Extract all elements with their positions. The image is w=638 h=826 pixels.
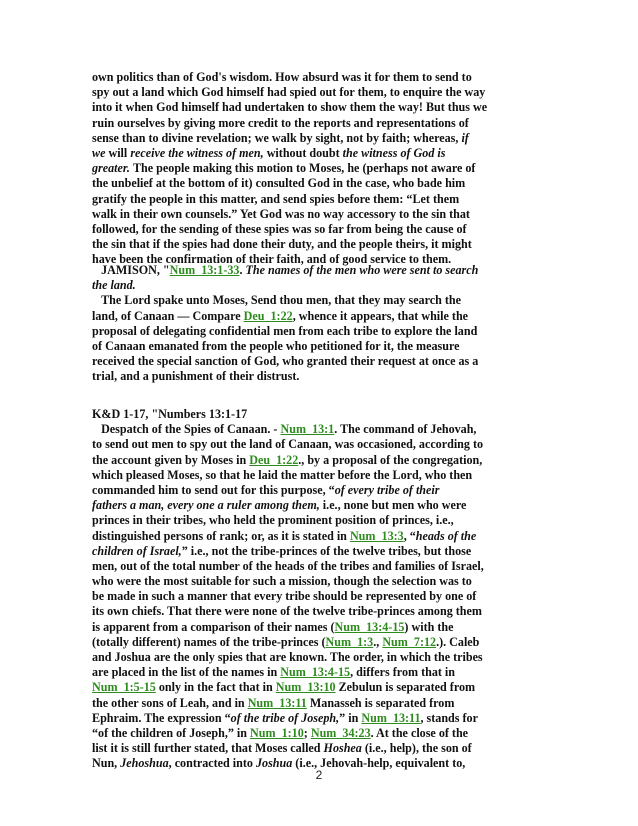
scripture-reference-link[interactable]: Num_13:10	[275, 680, 336, 695]
text-segment: the other sons of Leah, and in	[92, 695, 248, 710]
scripture-reference-link[interactable]: Num_1:3	[325, 634, 374, 649]
text-line	[92, 468, 552, 483]
text-line	[92, 293, 552, 308]
text-line	[92, 339, 552, 354]
text-segment: spy out a land which God himself had spied out for them, to enquire the way	[92, 85, 486, 100]
text-segment: ;	[303, 725, 311, 740]
text-line	[92, 498, 552, 513]
text-line	[92, 278, 552, 293]
italic-text: fathers a man, every one a ruler among them,	[92, 498, 320, 513]
text-segment: proposal of delegating confidential men from each tribe to explore the land	[92, 323, 478, 338]
italic-text: if	[461, 130, 469, 145]
text-segment: and Joshua are the only spies that are known. The order, in which the tribes	[92, 650, 483, 664]
text-segment: ) with the	[404, 619, 454, 634]
text-line	[92, 604, 552, 619]
scripture-reference-link[interactable]: Deu_1:22	[243, 308, 293, 323]
italic-text: of every tribe of their	[334, 482, 440, 497]
page-number: 2	[315, 768, 323, 782]
text-line	[92, 711, 552, 726]
text-segment: distinguished persons of rank; or, as it is stated in	[92, 528, 350, 543]
text-segment: .). Caleb	[436, 634, 480, 649]
text-line	[92, 726, 552, 741]
text-segment: Ephraim. The expression “	[92, 710, 231, 725]
scripture-reference-link[interactable]: Num_13:1-33	[169, 263, 240, 277]
text-segment: The Lord spake unto Moses, Send thou men, that they may search the	[92, 293, 461, 308]
text-line	[92, 589, 552, 604]
text-segment: received the special sanction of God, who granted their request at once as a	[92, 354, 479, 369]
scripture-reference-link[interactable]: Num_34:23	[310, 725, 371, 740]
text-segment: which pleased Moses, so that he laid the matter before the Lord, who then	[92, 467, 473, 482]
italic-text: Jehoshua	[120, 756, 169, 771]
text-segment: . At the close of the	[370, 725, 469, 740]
italic-text: Hoshea	[323, 741, 362, 756]
text-line	[92, 483, 552, 498]
scripture-reference-link[interactable]: Num_13:11	[247, 695, 307, 710]
text-segment: JAMISON, "	[92, 263, 170, 277]
italic-text: The names of the men who were sent to search	[245, 263, 479, 277]
text-line	[92, 131, 552, 146]
text-segment: list it is still further stated, that Moses called	[92, 741, 324, 756]
text-line	[92, 369, 552, 384]
text-segment: ” in	[339, 710, 362, 725]
text-line	[92, 635, 552, 650]
text-line	[92, 680, 552, 695]
text-line	[92, 513, 552, 528]
text-line	[92, 324, 552, 339]
text-segment: Zebulun is separated from	[335, 680, 476, 695]
text-line	[92, 100, 552, 115]
text-segment: Manasseh is separated from	[306, 695, 455, 710]
text-segment: .,	[373, 634, 383, 649]
text-line	[92, 85, 552, 100]
italic-text: of the tribe of Joseph,	[230, 710, 340, 725]
scripture-reference-link[interactable]: Num_13:4-15	[280, 665, 351, 680]
text-segment: own politics than of God's wisdom. How absurd was it for them to send to	[92, 70, 472, 84]
text-line	[92, 574, 552, 589]
paragraph-kd-commentary	[92, 407, 552, 772]
text-segment: ” i.e., not the tribe-princes of the twelve tribes, but those	[181, 543, 472, 558]
italic-text: Joshua	[255, 756, 293, 771]
text-segment: Nun,	[92, 756, 121, 771]
text-line	[92, 650, 552, 665]
text-line	[92, 207, 552, 222]
text-line	[92, 665, 552, 680]
text-line	[92, 161, 552, 176]
paragraph-jamison-commentary	[92, 263, 552, 385]
text-segment: i.e., none but men who were	[319, 498, 467, 513]
text-line	[92, 453, 552, 468]
italic-text: children of Israel,	[92, 543, 182, 558]
text-segment: , stands for	[420, 710, 478, 725]
italic-text: the land.	[92, 278, 136, 293]
text-segment: (i.e., help), the son of	[361, 741, 472, 756]
text-segment: .	[239, 263, 246, 277]
text-segment: the sin that if the spies had done their duty, and the people theirs, it might	[92, 237, 472, 252]
text-segment: sense than to divine revelation; we walk by sight, not by faith; whereas,	[92, 130, 462, 145]
scripture-reference-link[interactable]: Deu_1:22	[249, 452, 299, 467]
text-line	[92, 620, 552, 635]
paragraph-henry-commentary	[92, 70, 552, 267]
scripture-reference-link[interactable]: Num_1:5-15	[92, 680, 156, 695]
text-segment: , whence it appears, that while the	[292, 308, 469, 323]
italic-text: greater.	[92, 161, 130, 176]
text-segment: men, out of the total number of the heads of the tribes and families of Israel,	[92, 558, 484, 573]
text-line	[92, 176, 552, 191]
text-segment: (totally different) names of the tribe-princes (	[92, 634, 326, 649]
italic-text: heads of the	[415, 528, 477, 543]
text-segment: followed, for the sending of these spies was so far from being the cause of	[92, 221, 467, 236]
text-segment: are placed in the list of the names in	[92, 665, 281, 680]
text-segment: “of the children of Joseph,” in	[92, 725, 251, 740]
text-segment: only in the fact that in	[155, 680, 276, 695]
text-line	[92, 437, 552, 452]
text-line	[92, 529, 552, 544]
text-segment: the account given by Moses in	[92, 452, 250, 467]
scripture-reference-link[interactable]: Num_13:4-15	[334, 619, 405, 634]
text-line	[92, 222, 552, 237]
text-line	[92, 422, 552, 437]
text-segment: gratify the people in this matter, and send spies before them: “Let them	[92, 191, 460, 206]
text-segment: , contracted into	[168, 756, 256, 771]
text-segment: ., by a proposal of the congregation,	[298, 452, 483, 467]
text-segment: . The command of Jehovah,	[334, 422, 477, 437]
text-line	[92, 237, 552, 252]
text-segment: the unbelief at the bottom of it) consulted God in the case, who bade him	[92, 176, 466, 191]
text-segment: into it when God himself had undertaken to show them the way! But thus we	[92, 100, 488, 115]
text-line	[92, 263, 552, 278]
text-line	[92, 309, 552, 324]
text-segment: walk in their own counsels.” Yet God was no way accessory to the sin that	[92, 206, 470, 221]
text-segment: The people making this motion to Moses, he (perhaps not aware of	[129, 161, 476, 176]
text-segment: have been the confirmation of their faith, and of good service to them.	[92, 252, 452, 267]
text-line	[92, 559, 552, 574]
text-segment: princes in their tribes, who held the prominent position of princes, i.e.,	[92, 513, 454, 528]
scripture-reference-link[interactable]: Num_13:1	[280, 422, 335, 437]
text-segment: Despatch of the Spies of Canaan. -	[92, 422, 281, 437]
text-line	[92, 407, 552, 422]
text-line	[92, 696, 552, 711]
italic-text: we	[92, 145, 106, 160]
text-segment: is apparent from a comparison of their names (	[92, 619, 335, 634]
text-segment: , “	[403, 528, 416, 543]
text-segment: trial, and a punishment of their distrust.	[92, 369, 300, 384]
text-line	[92, 354, 552, 369]
text-segment: , differs from that in	[350, 665, 456, 680]
text-segment: land, of Canaan — Compare	[92, 308, 244, 323]
text-line	[92, 146, 552, 161]
text-segment: without doubt	[263, 145, 343, 160]
text-segment: commanded him to send out for this purpose, “	[92, 482, 335, 497]
scripture-reference-link[interactable]: Num_7:12	[382, 634, 437, 649]
italic-text: the witness of God is	[342, 145, 446, 160]
scripture-reference-link[interactable]: Num_13:3	[349, 528, 404, 543]
text-segment: will	[105, 145, 131, 160]
italic-text: receive the witness of men,	[130, 145, 264, 160]
text-line	[92, 116, 552, 131]
text-line	[92, 192, 552, 207]
text-segment: K&D 1-17, "Numbers 13:1-17	[92, 407, 248, 421]
text-segment: to send out men to spy out the land of Canaan, was occasioned, according to	[92, 437, 484, 452]
text-segment: be made in such a manner that every tribe should be represented by one of	[92, 589, 477, 604]
text-line	[92, 70, 552, 85]
text-segment: who were the most suitable for such a mission, though the selection was to	[92, 574, 472, 589]
text-segment: (i.e., Jehovah-help, equivalent to,	[292, 756, 466, 771]
scripture-reference-link[interactable]: Num_13:11	[361, 710, 421, 725]
text-segment: ruin ourselves by giving more credit to the reports and representations of	[92, 115, 469, 130]
scripture-reference-link[interactable]: Num_1:10	[250, 725, 304, 740]
text-segment: its own chiefs. That there were none of the twelve tribe-princes among them	[92, 604, 482, 619]
text-segment: of Canaan emanated from the people who petitioned for it, the measure	[92, 338, 460, 353]
text-line	[92, 544, 552, 559]
text-line	[92, 741, 552, 756]
